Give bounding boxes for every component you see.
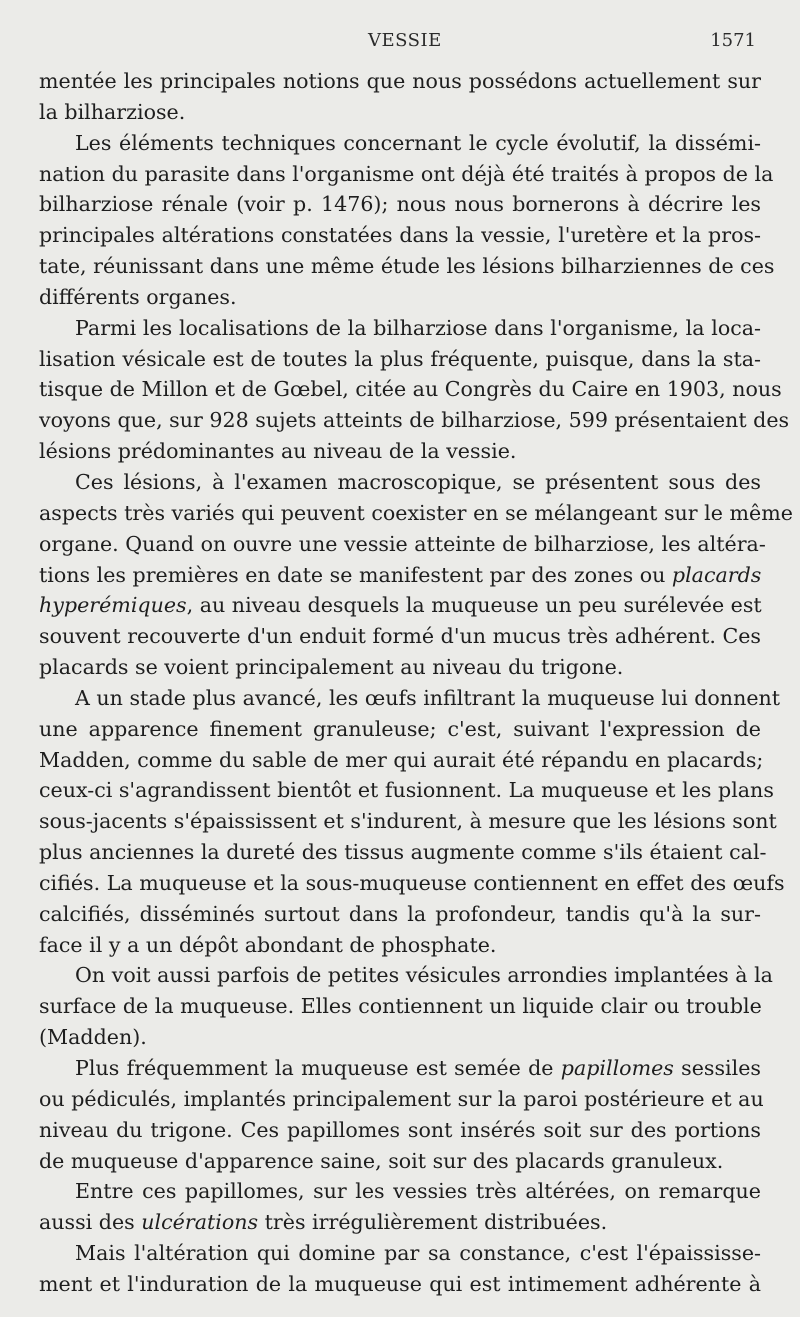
text-line: nation du parasite dans l'organisme ont déjà été traités à propos de la [39,161,774,186]
italic-term: hyperémiques [39,593,187,618]
paragraph [39,128,775,313]
text-run: , au niveau desquels la muqueuse un peu surélevée est [186,593,762,618]
text-line: Mais l'altération qui domine par sa constance, c'est l'épaississe- [75,1241,761,1266]
text-line: face il y a un dépôt abondant de phosphate. [39,932,497,957]
text-run: très irrégulièrement distribuées. [258,1210,608,1235]
text-line: Entre ces papillomes, sur les vessies très altérées, on remarque [75,1179,761,1204]
text-line: la bilharziose. [39,99,186,124]
text-line: lisation vésicale est de toutes la plus fréquente, puisque, dans la sta- [39,346,761,371]
text-line: niveau du trigone. Ces papillomes sont insérés soit sur des portions [39,1117,761,1142]
text-line: souvent recouverte d'un enduit formé d'un mucus très adhérent. Ces [39,624,761,649]
paragraph [39,467,793,683]
text-line: lésions prédominantes au niveau de la vessie. [39,439,517,464]
text-line: placards se voient principalement au niveau du trigone. [39,655,624,680]
text-line: aspects très variés qui peuvent coexister en se mélangeant sur le même [39,500,793,525]
text-line: mentée les principales notions que nous possédons actuellement sur [39,69,761,93]
text-line: Les éléments techniques concernant le cycle évolutif, la dissémi- [75,130,761,155]
text-run: sessiles [673,1056,761,1080]
paragraph [39,66,761,128]
paragraph [39,683,785,961]
text-line: différents organes. [39,284,237,309]
text-line: ment et l'induration de la muqueuse qui est intimement adhérente à [39,1271,761,1296]
text-line: de muqueuse d'apparence saine, soit sur des placards granuleux. [39,1148,724,1173]
text-line: une apparence finement granuleuse; c'est, suivant l'expression de [39,716,761,741]
text-line: ou pédiculés, implantés principalement sur la paroi postérieure et au [39,1086,764,1111]
text-line: ceux-ci s'agrandissent bientôt et fusionnent. La muqueuse et les plans [39,778,774,803]
text-run: Plus fréquemment la muqueuse est semée de [75,1056,561,1080]
running-title: VESSIE [368,30,442,51]
text-run: tions les premières en date se manifestent par des zones ou [39,562,672,587]
text-line: voyons que, sur 928 sujets atteints de bilharziose, 599 présentaient des [39,408,790,433]
page-header [0,30,800,56]
text-line: On voit aussi parfois de petites vésicules arrondies implantées à la [75,963,773,988]
text-line: plus anciennes la dureté des tissus augmente comme s'ils étaient cal- [39,840,767,865]
text-line: calcifiés, disséminés surtout dans la profondeur, tandis qu'à la sur- [39,901,761,926]
text-line: tate, réunissant dans une même étude les lésions bilharziennes de ces [39,254,775,279]
text-line [39,1053,761,1084]
text-line: tisque de Millon et de Gœbel, citée au Congrès du Caire en 1903, nous [39,377,782,402]
paragraph [39,1176,761,1299]
text-line: organe. Quand on ouvre une vessie atteinte de bilharziose, les altéra- [39,531,766,556]
italic-term: ulcérations [141,1210,259,1235]
text-line: bilharziose rénale (voir p. 1476); nous nous bornerons à décrire les [39,192,761,217]
text-run: aussi des [39,1210,142,1235]
text-line: (Madden). [39,1025,147,1050]
text-line: cifiés. La muqueuse et la sous-muqueuse contiennent en effet des œufs [39,870,785,895]
text-line [39,1207,761,1238]
paragraph [39,960,773,1053]
text-line: Parmi les localisations de la bilharziose dans l'organisme, la loca- [75,315,761,340]
text-line: A un stade plus avancé, les œufs infiltrant la muqueuse lui donnent [75,685,781,710]
paragraph [39,1053,764,1176]
body-text [39,66,793,1300]
italic-term: papillomes [560,1056,674,1080]
page-number: 1571 [710,30,756,51]
text-line [39,560,761,591]
text-line: Madden, comme du sable de mer qui aurait été répandu en placards; [39,747,764,772]
text-line [39,590,761,621]
text-line: surface de la muqueuse. Elles contiennent un liquide clair ou trouble [39,994,762,1019]
paragraph [39,313,790,467]
italic-term: placards [671,562,762,587]
text-line: Ces lésions, à l'examen macroscopique, se présentent sous des [75,469,761,494]
text-line: sous-jacents s'épaississent et s'indurent, à mesure que les lésions sont [39,809,777,834]
text-line: principales altérations constatées dans la vessie, l'uretère et la pros- [39,223,761,248]
